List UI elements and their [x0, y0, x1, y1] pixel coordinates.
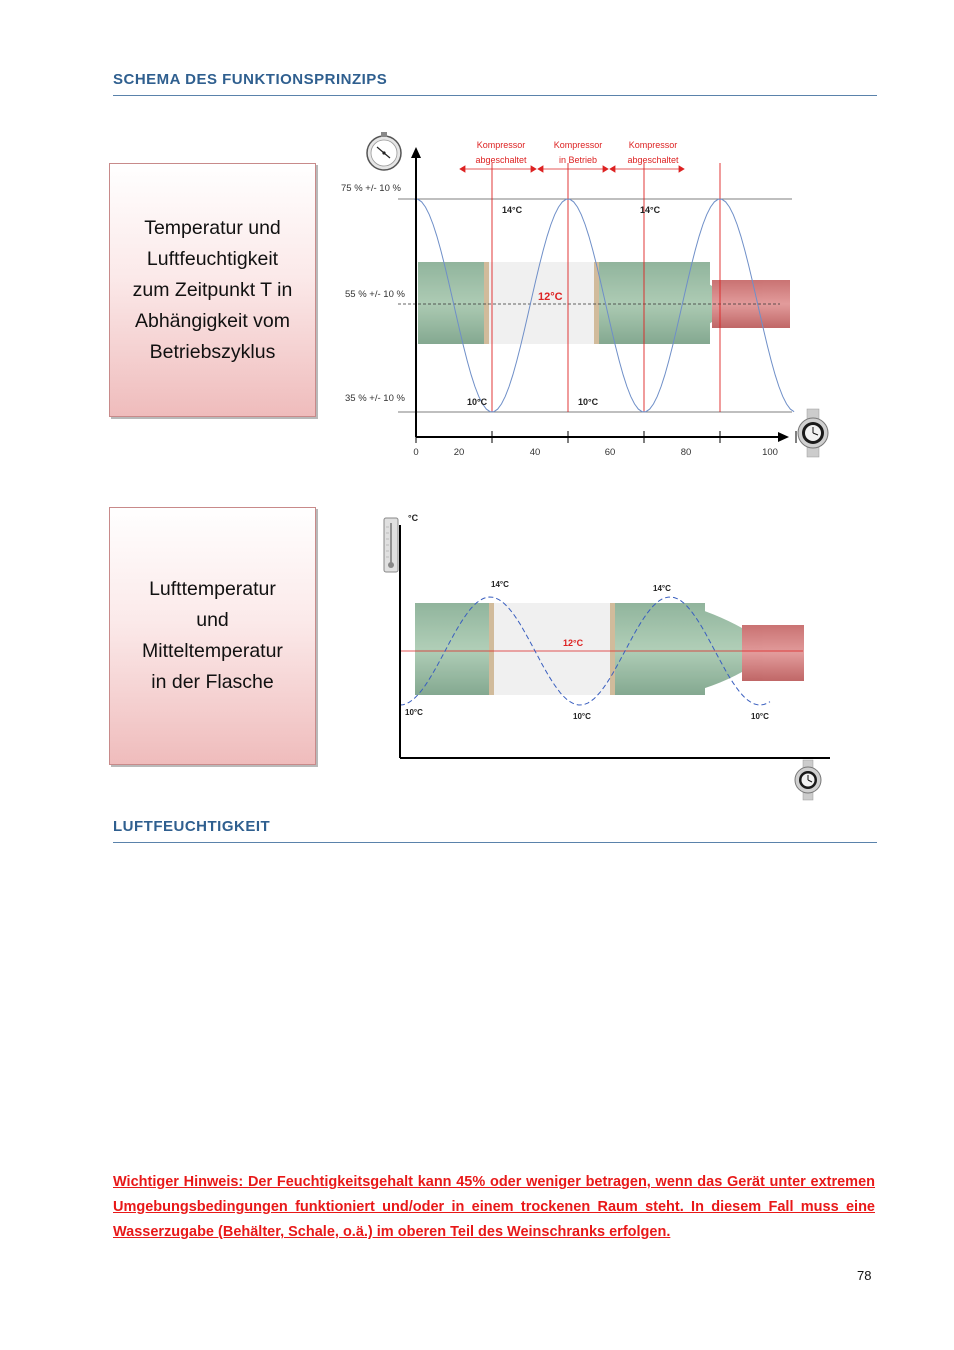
temp-label-peak1: 14°C [502, 205, 523, 215]
callout-line: Mitteltemperatur [142, 640, 283, 662]
y-unit-label: °C [408, 513, 419, 523]
callout-line: und [196, 609, 229, 631]
callout-line: Betriebszyklus [149, 340, 276, 363]
callout-line: Temperatur und [144, 216, 281, 239]
phase-label-2-line1: Kompressor [553, 140, 603, 150]
temp-label-low3: 10°C [751, 712, 769, 721]
callout-line: in der Flasche [151, 671, 274, 693]
watch-icon-2 [795, 760, 821, 800]
x-tick-label: 80 [680, 447, 692, 458]
phase-label-2-line2: in Betrieb [558, 155, 598, 165]
y-label-75: 75 % +/- 10 % [341, 183, 401, 194]
y-label-55: 55 % +/- 10 % [345, 289, 405, 300]
x-tick-label: 100 [762, 447, 778, 458]
section-heading-schema: SCHEMA DES FUNKTIONSPRINZIPS [113, 71, 877, 96]
page-number: 78 [857, 1268, 872, 1283]
temp-label-low2: 10°C [573, 712, 591, 721]
y-label-35: 35 % +/- 10 % [345, 393, 405, 404]
callout-line: Luftfeuchtigkeit [146, 247, 279, 270]
x-tick-label: 60 [604, 447, 616, 458]
x-tick-label: 20 [453, 447, 465, 458]
temp-label-trough2: 10°C [578, 397, 599, 407]
phase-label-1-line2: abgeschaltet [475, 155, 527, 165]
important-notice: Wichtiger Hinweis: Der Feuchtigkeitsgehalt kann 45% oder weniger betragen, wenn das Gerät unter extremen Umgebungsbedingungen funktioniert und/oder in einem trockenen Raum steht. In diesem Fall muss eine Wasserzugabe (Behälter, Schale, o.ä.) im oberen Teil des Weinschranks erfolgen. [113, 1174, 875, 1240]
temp-label-peak1: 14°C [491, 580, 509, 589]
temp-label-low1: 10°C [405, 708, 423, 717]
phase-label-3-line1: Kompressor [628, 140, 678, 150]
temp-label-trough1: 10°C [467, 397, 488, 407]
temp-label-peak2: 14°C [640, 205, 661, 215]
x-tick-label: 40 [529, 447, 541, 458]
wine-bottle-illustration-2 [415, 603, 804, 695]
temp-label-mean: 12°C [563, 638, 584, 648]
section-heading-humidity: LUFTFEUCHTIGKEIT [113, 818, 877, 843]
callout-line: Abhängigkeit vom [134, 309, 290, 332]
phase-label-3-line2: abgeschaltet [627, 155, 679, 165]
x-tick-label: 0 [413, 447, 419, 458]
thermometer-icon [384, 518, 398, 572]
temp-label-peak2: 14°C [653, 584, 671, 593]
callout-line: Lufttemperatur [149, 578, 276, 600]
callout-line: zum Zeitpunkt T in [132, 278, 293, 301]
phase-label-1-line1: Kompressor [476, 140, 526, 150]
temp-label-mean: 12°C [538, 291, 563, 303]
